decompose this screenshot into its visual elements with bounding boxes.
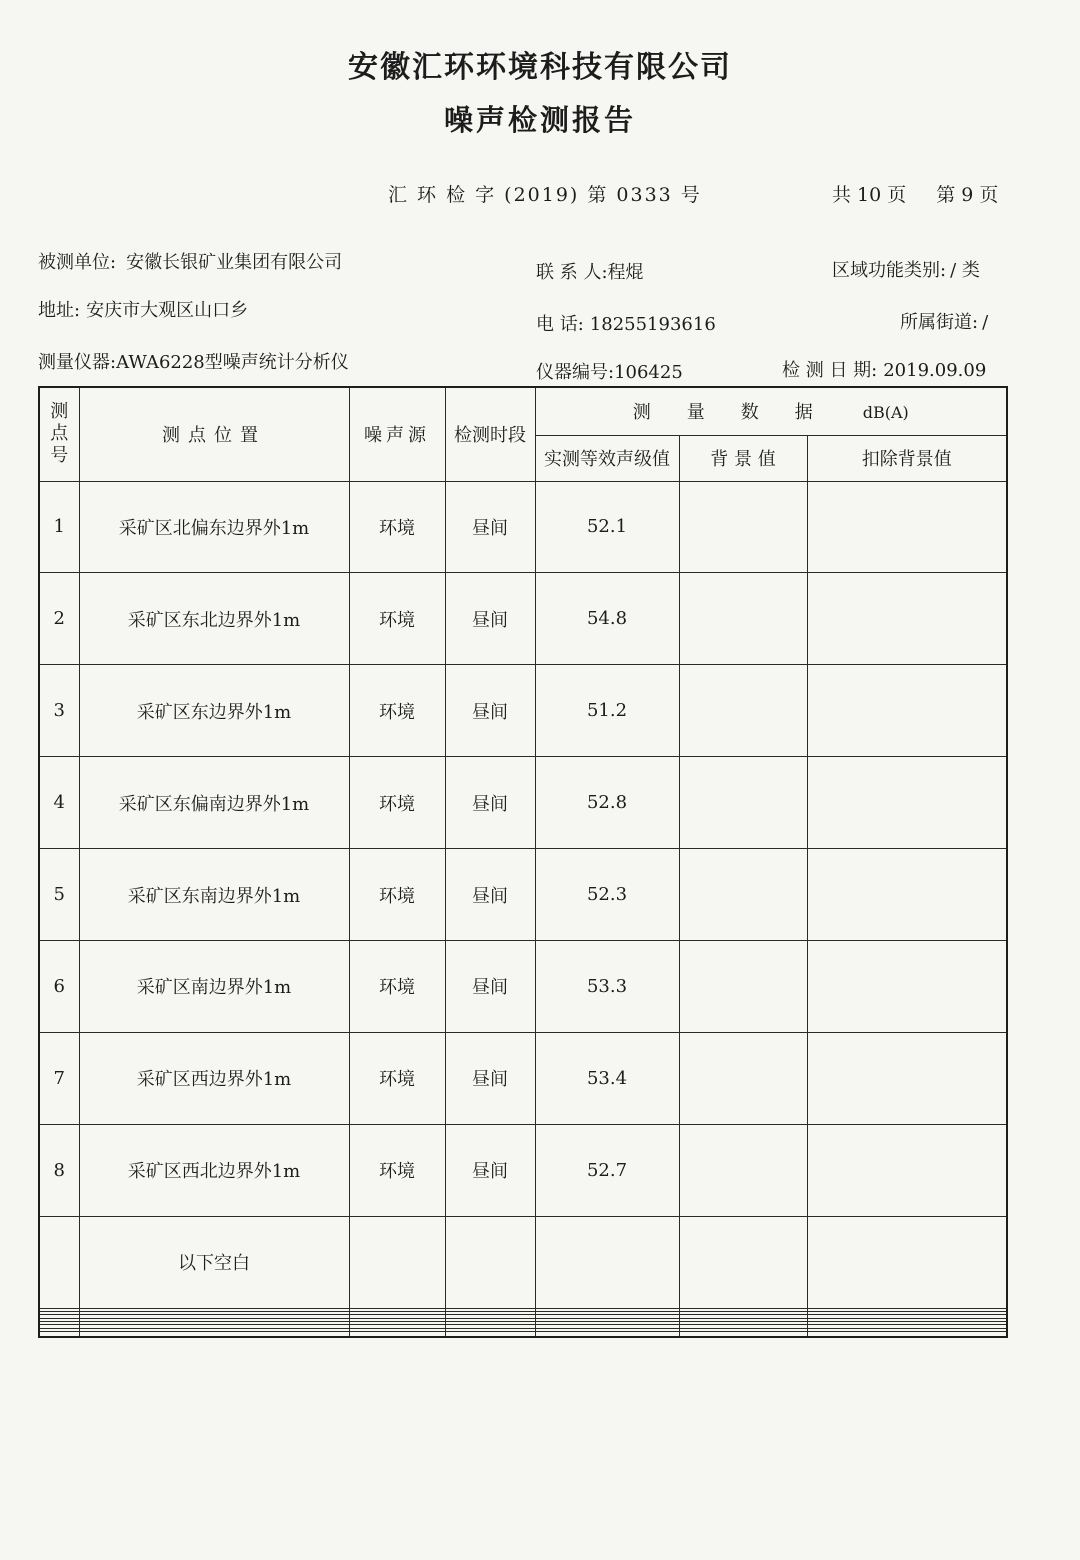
cell-point-no: 5 (39, 849, 79, 941)
cell-source: 环境 (349, 573, 445, 665)
cell-background-value (679, 1124, 807, 1216)
table-row (39, 940, 1007, 1032)
cell-deducted-value (807, 757, 1007, 849)
cell-location: 采矿区东偏南边界外1m (79, 757, 349, 849)
cell-location: 采矿区西边界外1m (79, 1032, 349, 1124)
page-info (832, 180, 998, 207)
instrument-label: 测量仪器: (38, 352, 117, 373)
cell-measured-value: 52.3 (535, 849, 679, 941)
empty-cell (807, 1332, 1007, 1337)
empty-cell (535, 1332, 679, 1337)
address-label: 地址: (38, 300, 81, 321)
table-row (39, 665, 1007, 757)
cell-point-no: 6 (39, 940, 79, 1032)
test-date-label: 检 测 日 期: (782, 360, 878, 381)
empty-cell (79, 1332, 349, 1337)
current-page: 第 9 页 (936, 184, 999, 206)
instrument-number-label: 仪器编号: (536, 362, 615, 383)
measurement-unit: dB(A) (862, 403, 909, 423)
phone-value: 18255193616 (589, 314, 716, 335)
empty-cell (445, 1216, 535, 1308)
cell-background-value (679, 757, 807, 849)
point-no-label: 测 点 号 (50, 401, 69, 467)
col-header-deducted: 扣除背景值 (807, 435, 1007, 481)
empty-row (39, 1332, 1007, 1337)
cell-measured-value: 51.2 (535, 665, 679, 757)
blank-note: 以下空白 (79, 1216, 349, 1308)
col-header-source: 噪声源 (349, 387, 445, 481)
test-date-value: 2019.09.09 (883, 360, 987, 381)
cell-period: 昼间 (445, 1032, 535, 1124)
empty-cell (535, 1216, 679, 1308)
tested-unit-label: 被测单位: (38, 252, 117, 273)
document-number: 汇 环 检 字 (2019) 第 0333 号 (388, 184, 702, 206)
instrument (38, 348, 349, 374)
col-header-measured: 实测等效声级值 (535, 435, 679, 481)
cell-period: 昼间 (445, 1124, 535, 1216)
table-row (39, 757, 1007, 849)
cell-deducted-value (807, 940, 1007, 1032)
cell-location: 采矿区东北边界外1m (79, 573, 349, 665)
cell-period: 昼间 (445, 573, 535, 665)
cell-period: 昼间 (445, 665, 535, 757)
cell-background-value (679, 665, 807, 757)
cell-period: 昼间 (445, 940, 535, 1032)
instrument-number-value: 106425 (614, 362, 683, 383)
phone-label: 电 话: (536, 314, 584, 335)
cell-point-no: 4 (39, 757, 79, 849)
zone-category (832, 256, 980, 282)
empty-cell (679, 1216, 807, 1308)
address (38, 296, 248, 322)
cell-measured-value: 53.4 (535, 1032, 679, 1124)
cell-source: 环境 (349, 1124, 445, 1216)
cell-measured-value: 52.8 (535, 757, 679, 849)
cell-background-value (679, 1032, 807, 1124)
col-header-point-no (39, 387, 79, 481)
cell-source: 环境 (349, 1032, 445, 1124)
cell-location: 采矿区东南边界外1m (79, 849, 349, 941)
instrument-value: AWA6228型噪声统计分析仪 (116, 352, 349, 373)
empty-cell (807, 1216, 1007, 1308)
company-name: 安徽汇环环境科技有限公司 (348, 50, 732, 85)
measurement-group-title: 测量数据 (632, 402, 849, 424)
cell-background-value (679, 849, 807, 941)
cell-location: 采矿区南边界外1m (79, 940, 349, 1032)
cell-measured-value: 52.7 (535, 1124, 679, 1216)
cell-deducted-value (807, 573, 1007, 665)
phone (536, 310, 716, 336)
zone-label: 区域功能类别: (832, 260, 947, 281)
cell-point-no: 7 (39, 1032, 79, 1124)
total-pages: 共 10 页 (832, 184, 907, 206)
cell-period: 昼间 (445, 849, 535, 941)
cell-deducted-value (807, 481, 1007, 573)
col-header-location: 测点位置 (79, 387, 349, 481)
address-value: 安庆市大观区山口乡 (86, 300, 249, 321)
table-row (39, 573, 1007, 665)
tested-unit-value: 安徽长银矿业集团有限公司 (126, 252, 343, 273)
contact-label: 联 系 人: (536, 262, 608, 283)
cell-background-value (679, 940, 807, 1032)
street-value: / (982, 312, 989, 333)
cell-source: 环境 (349, 940, 445, 1032)
zone-value: / 类 (950, 260, 980, 281)
cell-deducted-value (807, 665, 1007, 757)
empty-cell (679, 1332, 807, 1337)
tested-unit (38, 248, 342, 274)
cell-location: 采矿区西北边界外1m (79, 1124, 349, 1216)
cell-location: 采矿区东边界外1m (79, 665, 349, 757)
cell-source: 环境 (349, 481, 445, 573)
empty-cell (349, 1216, 445, 1308)
cell-point-no: 2 (39, 573, 79, 665)
noise-data-table (38, 386, 1008, 1338)
cell-measured-value: 53.3 (535, 940, 679, 1032)
empty-cell (445, 1332, 535, 1337)
table-row (39, 1124, 1007, 1216)
empty-cell (349, 1332, 445, 1337)
cell-period: 昼间 (445, 481, 535, 573)
table-row (39, 849, 1007, 941)
cell-point-no: 3 (39, 665, 79, 757)
test-date (782, 356, 986, 382)
empty-cell (39, 1332, 79, 1337)
col-header-measurement-group (535, 387, 1007, 435)
cell-point-no (39, 1216, 79, 1308)
cell-deducted-value (807, 849, 1007, 941)
cell-source: 环境 (349, 849, 445, 941)
cell-deducted-value (807, 1032, 1007, 1124)
cell-point-no: 1 (39, 481, 79, 573)
table-header-row (39, 387, 1007, 435)
contact-value: 程焜 (607, 262, 644, 283)
report-title: 噪声检测报告 (443, 103, 636, 137)
cell-source: 环境 (349, 757, 445, 849)
cell-point-no: 8 (39, 1124, 79, 1216)
cell-measured-value: 54.8 (535, 573, 679, 665)
cell-deducted-value (807, 1124, 1007, 1216)
instrument-number (536, 358, 683, 384)
cell-background-value (679, 481, 807, 573)
table-row (39, 1032, 1007, 1124)
cell-period: 昼间 (445, 757, 535, 849)
street (900, 308, 988, 334)
blank-note-row (39, 1216, 1007, 1308)
cell-location: 采矿区北偏东边界外1m (79, 481, 349, 573)
col-header-background: 背 景 值 (679, 435, 807, 481)
street-label: 所属街道: (900, 312, 979, 333)
cell-background-value (679, 573, 807, 665)
cell-measured-value: 52.1 (535, 481, 679, 573)
contact (536, 258, 644, 284)
table-row (39, 481, 1007, 573)
cell-source: 环境 (349, 665, 445, 757)
col-header-period: 检测时段 (445, 387, 535, 481)
